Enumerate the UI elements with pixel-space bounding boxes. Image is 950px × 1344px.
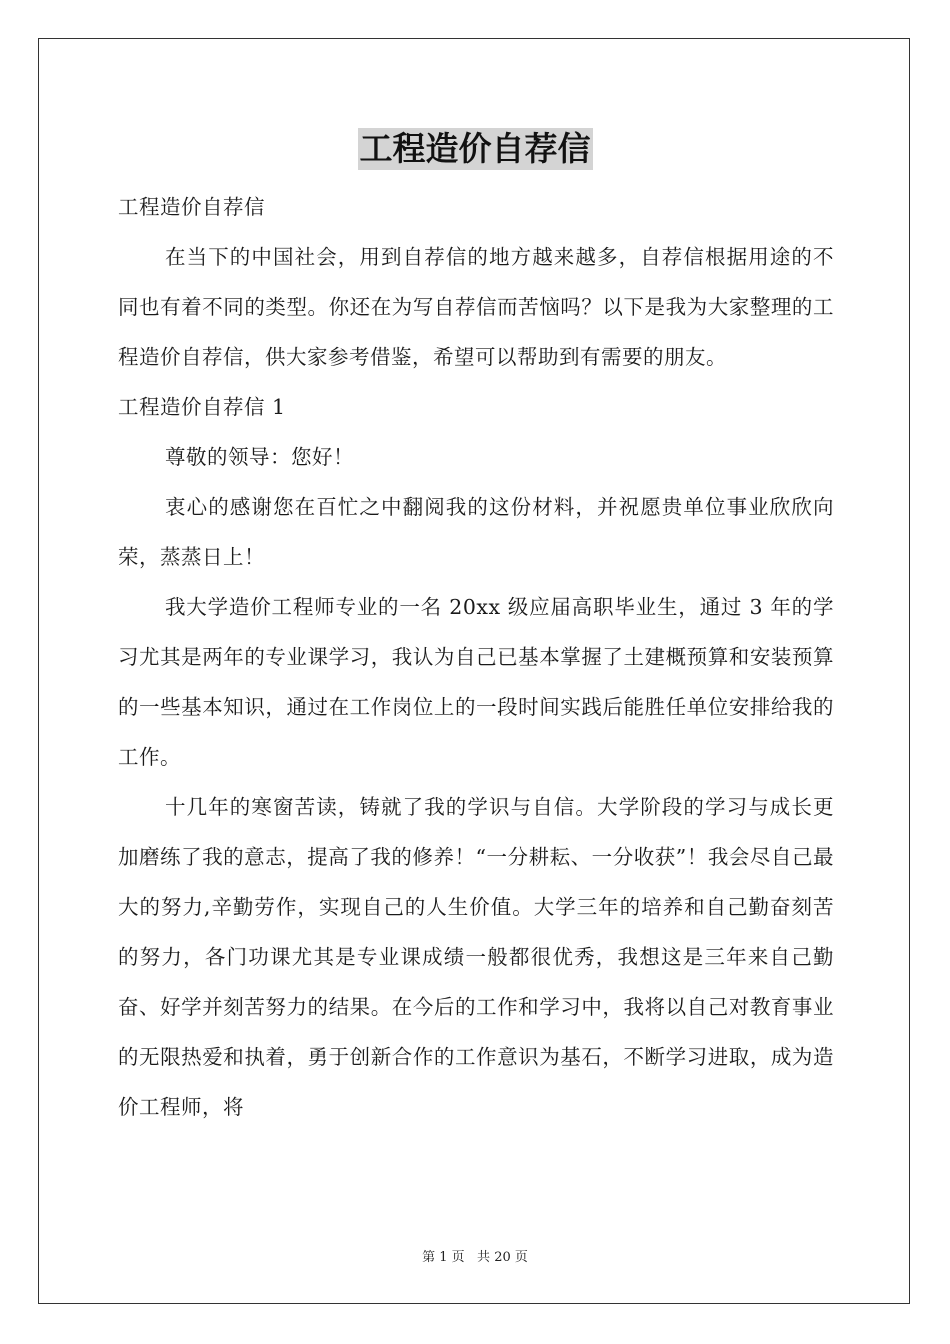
body-paragraph: 十几年的寒窗苦读，铸就了我的学识与自信。大学阶段的学习与成长更加磨练了我的意志，提高了我的修养！“一分耕耘、一分收获”！我会尽自己最大的努力,辛勤劳作，实现自己的人生价值。大学三年的培养和自己勤奋刻苦的努力，各门功课尤其是专业课成绩一般都很优秀，我想这是三年来自己勤奋、好学并刻苦努力的结果。在今后的工作和学习中，我将以自己对教育事业的无限热爱和执着，勇于创新合作的工作意识为基石，不断学习进取，成为造价工程师，将 [118, 795, 834, 1119]
intro-paragraph: 在当下的中国社会，用到自荐信的地方越来越多，自荐信根据用途的不同也有着不同的类型。你还在为写自荐信而苦恼吗？以下是我为大家整理的工程造价自荐信，供大家参考借鉴，希望可以帮助到有需要的朋友。 [118, 245, 834, 369]
subtitle-line: 工程造价自荐信 [118, 195, 265, 219]
page-footer: 第 1 页 共 20 页 [422, 1250, 528, 1265]
title-container [0, 128, 950, 170]
salutation: 尊敬的领导：您好！ [165, 445, 354, 469]
section-heading: 工程造价自荐信 1 [118, 395, 286, 419]
body-paragraph: 衷心的感谢您在百忙之中翻阅我的这份材料，并祝愿贵单位事业欣欣向荣，蒸蒸日上！ [118, 495, 834, 569]
document-body [118, 182, 834, 1132]
body-paragraph: 我大学造价工程师专业的一名 20xx 级应届高职毕业生，通过 3 年的学习尤其是两年的专业课学习，我认为自己已基本掌握了土建概预算和安装预算的一些基本知识，通过在工作岗位上的一段时间实践后能胜任单位安排给我的工作。 [118, 595, 834, 769]
document-title: 工程造价自荐信 [359, 129, 591, 168]
